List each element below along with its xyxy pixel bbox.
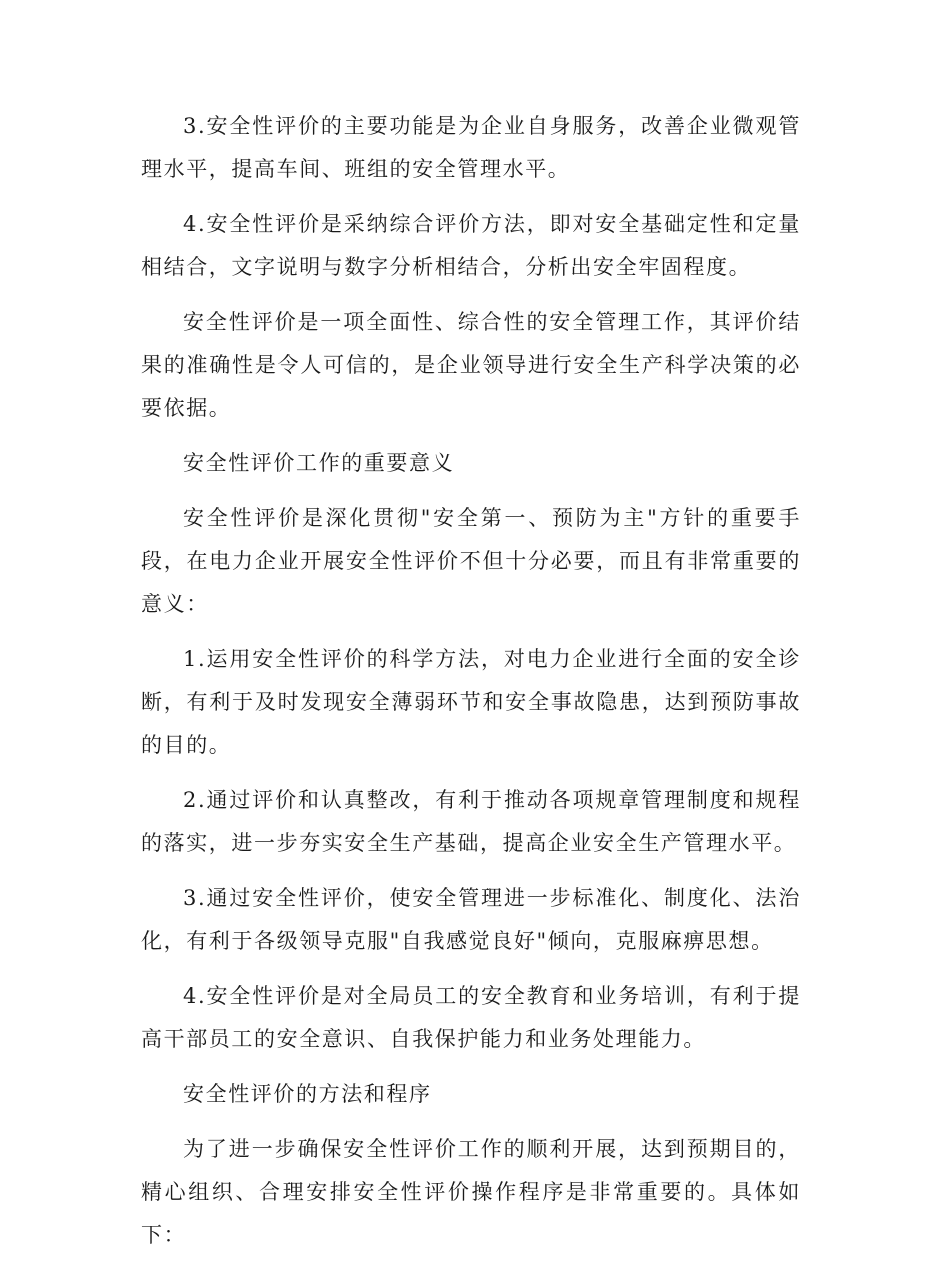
- document-body: [141, 105, 801, 1269]
- paragraph-function: 3.安全性评价的主要功能是为企业自身服务，改善企业微观管理水平，提高车间、班组的安全管理水平。: [141, 114, 801, 181]
- paragraph-significance-4: 4.安全性评价是对全局员工的安全教育和业务培训，有利于提高干部员工的安全意识、自我保护能力和业务处理能力。: [141, 984, 801, 1051]
- paragraph-significance-3: 3.通过安全性评价，使安全管理进一步标准化、制度化、法治化，有利于各级领导克服"自我感觉良好"倾向，克服麻痹思想。: [141, 886, 801, 953]
- paragraph-method: 4.安全性评价是采纳综合评价方法，即对安全基础定性和定量相结合，文字说明与数字分析相结合，分析出安全牢固程度。: [141, 212, 801, 279]
- section-heading-significance: 安全性评价工作的重要意义: [183, 451, 455, 475]
- paragraph-summary: 安全性评价是一项全面性、综合性的安全管理工作，其评价结果的准确性是令人可信的，是企业领导进行安全生产科学决策的必要依据。: [141, 310, 801, 420]
- paragraph-significance-2: 2.通过评价和认真整改，有利于推动各项规章管理制度和规程的落实，进一步夯实安全生产基础，提高企业安全生产管理水平。: [141, 788, 801, 855]
- paragraph-significance-intro: 安全性评价是深化贯彻"安全第一、预防为主"方针的重要手段，在电力企业开展安全性评价不但十分必要，而且有非常重要的意义：: [141, 506, 801, 616]
- paragraph-procedure-intro: 为了进一步确保安全性评价工作的顺利开展，达到预期目的，精心组织、合理安排安全性评价操作程序是非常重要的。具体如下：: [141, 1137, 801, 1247]
- section-heading-method: 安全性评价的方法和程序: [183, 1082, 432, 1106]
- paragraph-significance-1: 1.运用安全性评价的科学方法，对电力企业进行全面的安全诊断，有利于及时发现安全薄弱环节和安全事故隐患，达到预防事故的目的。: [141, 647, 801, 757]
